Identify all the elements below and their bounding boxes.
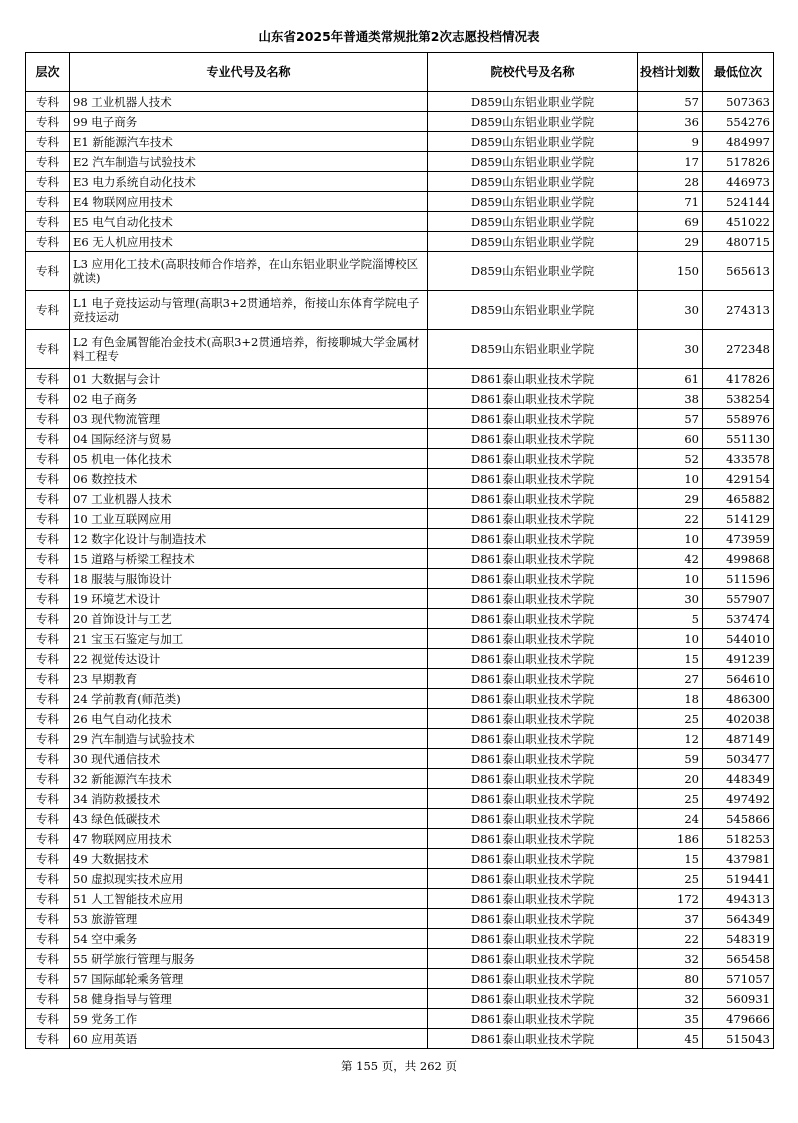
cell-major: 06 数控技术 <box>70 469 428 489</box>
table-row <box>26 629 774 649</box>
cell-school: D861泰山职业技术学院 <box>428 809 638 829</box>
header-major: 专业代号及名称 <box>70 53 428 92</box>
cell-min-rank: 446973 <box>703 172 774 192</box>
cell-level: 专科 <box>26 409 70 429</box>
cell-major: 03 现代物流管理 <box>70 409 428 429</box>
cell-school: D861泰山职业技术学院 <box>428 689 638 709</box>
header-min-rank: 最低位次 <box>703 53 774 92</box>
cell-major: 19 环境艺术设计 <box>70 589 428 609</box>
table-row <box>26 869 774 889</box>
cell-plan: 25 <box>638 869 703 889</box>
cell-major: 04 国际经济与贸易 <box>70 429 428 449</box>
cell-plan: 25 <box>638 709 703 729</box>
cell-level: 专科 <box>26 549 70 569</box>
cell-min-rank: 507363 <box>703 92 774 112</box>
table-row <box>26 709 774 729</box>
cell-min-rank: 486300 <box>703 689 774 709</box>
table-row <box>26 889 774 909</box>
cell-level: 专科 <box>26 112 70 132</box>
cell-min-rank: 564610 <box>703 669 774 689</box>
cell-plan: 80 <box>638 969 703 989</box>
cell-plan: 5 <box>638 609 703 629</box>
cell-min-rank: 479666 <box>703 1009 774 1029</box>
cell-level: 专科 <box>26 629 70 649</box>
cell-min-rank: 448349 <box>703 769 774 789</box>
table-row <box>26 669 774 689</box>
cell-min-rank: 548319 <box>703 929 774 949</box>
table-row <box>26 489 774 509</box>
cell-level: 专科 <box>26 569 70 589</box>
cell-level: 专科 <box>26 809 70 829</box>
cell-level: 专科 <box>26 330 70 369</box>
cell-level: 专科 <box>26 609 70 629</box>
cell-major: 55 研学旅行管理与服务 <box>70 949 428 969</box>
cell-school: D861泰山职业技术学院 <box>428 549 638 569</box>
cell-major: E5 电气自动化技术 <box>70 212 428 232</box>
table-row <box>26 330 774 369</box>
cell-school: D859山东铝业职业学院 <box>428 152 638 172</box>
cell-min-rank: 511596 <box>703 569 774 589</box>
cell-plan: 18 <box>638 689 703 709</box>
cell-major: E4 物联网应用技术 <box>70 192 428 212</box>
page-title: 山东省2025年普通类常规批第2次志愿投档情况表 <box>258 29 540 44</box>
cell-school: D859山东铝业职业学院 <box>428 212 638 232</box>
cell-min-rank: 433578 <box>703 449 774 469</box>
cell-plan: 24 <box>638 809 703 829</box>
cell-school: D861泰山职业技术学院 <box>428 889 638 909</box>
table-row <box>26 509 774 529</box>
cell-min-rank: 519441 <box>703 869 774 889</box>
table-row <box>26 569 774 589</box>
cell-plan: 30 <box>638 330 703 369</box>
table-row <box>26 212 774 232</box>
cell-level: 专科 <box>26 909 70 929</box>
cell-major: 07 工业机器人技术 <box>70 489 428 509</box>
cell-school: D861泰山职业技术学院 <box>428 1029 638 1049</box>
cell-min-rank: 538254 <box>703 389 774 409</box>
cell-level: 专科 <box>26 849 70 869</box>
cell-level: 专科 <box>26 172 70 192</box>
cell-plan: 30 <box>638 291 703 330</box>
cell-plan: 10 <box>638 529 703 549</box>
cell-school: D861泰山职业技术学院 <box>428 789 638 809</box>
cell-school: D861泰山职业技术学院 <box>428 709 638 729</box>
cell-school: D861泰山职业技术学院 <box>428 869 638 889</box>
cell-plan: 25 <box>638 789 703 809</box>
cell-min-rank: 274313 <box>703 291 774 330</box>
table-row <box>26 112 774 132</box>
cell-plan: 52 <box>638 449 703 469</box>
cell-level: 专科 <box>26 291 70 330</box>
cell-school: D861泰山职业技术学院 <box>428 509 638 529</box>
cell-major: 24 学前教育(师范类) <box>70 689 428 709</box>
cell-school: D859山东铝业职业学院 <box>428 192 638 212</box>
cell-school: D859山东铝业职业学院 <box>428 132 638 152</box>
cell-min-rank: 557907 <box>703 589 774 609</box>
cell-min-rank: 517826 <box>703 152 774 172</box>
cell-major: E2 汽车制造与试验技术 <box>70 152 428 172</box>
admission-table <box>25 52 774 1049</box>
cell-school: D861泰山职业技术学院 <box>428 909 638 929</box>
cell-major: 10 工业互联网应用 <box>70 509 428 529</box>
cell-plan: 38 <box>638 389 703 409</box>
cell-school: D861泰山职业技术学院 <box>428 929 638 949</box>
cell-plan: 10 <box>638 569 703 589</box>
cell-plan: 30 <box>638 589 703 609</box>
cell-school: D861泰山职业技术学院 <box>428 989 638 1009</box>
table-row <box>26 192 774 212</box>
table-header-row <box>26 53 774 92</box>
cell-plan: 59 <box>638 749 703 769</box>
cell-level: 专科 <box>26 152 70 172</box>
cell-plan: 57 <box>638 409 703 429</box>
cell-plan: 69 <box>638 212 703 232</box>
table-row <box>26 369 774 389</box>
cell-major: L1 电子竞技运动与管理(高职3+2贯通培养，衔接山东体育学院电子竞技运动 <box>70 291 428 330</box>
cell-plan: 71 <box>638 192 703 212</box>
table-row <box>26 589 774 609</box>
cell-school: D859山东铝业职业学院 <box>428 252 638 291</box>
cell-school: D861泰山职业技术学院 <box>428 449 638 469</box>
table-row <box>26 829 774 849</box>
cell-min-rank: 545866 <box>703 809 774 829</box>
cell-level: 专科 <box>26 929 70 949</box>
cell-major: 54 空中乘务 <box>70 929 428 949</box>
cell-level: 专科 <box>26 92 70 112</box>
table-row <box>26 769 774 789</box>
cell-school: D861泰山职业技术学院 <box>428 729 638 749</box>
table-row <box>26 609 774 629</box>
cell-min-rank: 402038 <box>703 709 774 729</box>
table-row <box>26 649 774 669</box>
cell-level: 专科 <box>26 1009 70 1029</box>
table-row <box>26 549 774 569</box>
cell-plan: 150 <box>638 252 703 291</box>
cell-level: 专科 <box>26 192 70 212</box>
cell-plan: 35 <box>638 1009 703 1029</box>
header-level: 层次 <box>26 53 70 92</box>
cell-school: D861泰山职业技术学院 <box>428 649 638 669</box>
cell-plan: 36 <box>638 112 703 132</box>
table-row <box>26 92 774 112</box>
table-row <box>26 252 774 291</box>
cell-min-rank: 537474 <box>703 609 774 629</box>
cell-school: D861泰山职业技术学院 <box>428 949 638 969</box>
cell-school: D861泰山职业技术学院 <box>428 969 638 989</box>
cell-plan: 9 <box>638 132 703 152</box>
cell-level: 专科 <box>26 869 70 889</box>
table-row <box>26 929 774 949</box>
cell-plan: 10 <box>638 629 703 649</box>
cell-level: 专科 <box>26 469 70 489</box>
table-row <box>26 409 774 429</box>
cell-plan: 172 <box>638 889 703 909</box>
cell-plan: 32 <box>638 989 703 1009</box>
table-row <box>26 389 774 409</box>
cell-plan: 37 <box>638 909 703 929</box>
cell-school: D861泰山职业技术学院 <box>428 469 638 489</box>
cell-major: 30 现代通信技术 <box>70 749 428 769</box>
cell-plan: 15 <box>638 849 703 869</box>
cell-level: 专科 <box>26 829 70 849</box>
table-row <box>26 849 774 869</box>
cell-major: E6 无人机应用技术 <box>70 232 428 252</box>
cell-level: 专科 <box>26 1029 70 1049</box>
table-row <box>26 689 774 709</box>
cell-level: 专科 <box>26 232 70 252</box>
cell-min-rank: 499868 <box>703 549 774 569</box>
cell-min-rank: 429154 <box>703 469 774 489</box>
cell-school: D861泰山职业技术学院 <box>428 849 638 869</box>
cell-level: 专科 <box>26 132 70 152</box>
table-row <box>26 789 774 809</box>
cell-school: D859山东铝业职业学院 <box>428 92 638 112</box>
cell-plan: 186 <box>638 829 703 849</box>
table-row <box>26 909 774 929</box>
cell-major: L3 应用化工技术(高职技师合作培养，在山东铝业职业学院淄博校区就读) <box>70 252 428 291</box>
cell-school: D861泰山职业技术学院 <box>428 389 638 409</box>
table-row <box>26 429 774 449</box>
cell-school: D861泰山职业技术学院 <box>428 609 638 629</box>
cell-min-rank: 544010 <box>703 629 774 649</box>
cell-major: 21 宝玉石鉴定与加工 <box>70 629 428 649</box>
cell-level: 专科 <box>26 449 70 469</box>
cell-min-rank: 564349 <box>703 909 774 929</box>
cell-plan: 27 <box>638 669 703 689</box>
cell-plan: 22 <box>638 509 703 529</box>
table-row <box>26 469 774 489</box>
cell-min-rank: 417826 <box>703 369 774 389</box>
cell-major: 51 人工智能技术应用 <box>70 889 428 909</box>
cell-level: 专科 <box>26 669 70 689</box>
cell-plan: 29 <box>638 232 703 252</box>
cell-major: 53 旅游管理 <box>70 909 428 929</box>
cell-plan: 22 <box>638 929 703 949</box>
cell-school: D859山东铝业职业学院 <box>428 330 638 369</box>
cell-plan: 60 <box>638 429 703 449</box>
cell-level: 专科 <box>26 369 70 389</box>
cell-major: 02 电子商务 <box>70 389 428 409</box>
cell-level: 专科 <box>26 509 70 529</box>
cell-school: D861泰山职业技术学院 <box>428 489 638 509</box>
cell-school: D861泰山职业技术学院 <box>428 749 638 769</box>
cell-major: 29 汽车制造与试验技术 <box>70 729 428 749</box>
cell-level: 专科 <box>26 589 70 609</box>
header-plan: 投档计划数 <box>638 53 703 92</box>
table-row <box>26 232 774 252</box>
cell-level: 专科 <box>26 489 70 509</box>
cell-level: 专科 <box>26 529 70 549</box>
cell-major: 32 新能源汽车技术 <box>70 769 428 789</box>
header-school: 院校代号及名称 <box>428 53 638 92</box>
cell-level: 专科 <box>26 949 70 969</box>
cell-major: 12 数字化设计与制造技术 <box>70 529 428 549</box>
cell-plan: 20 <box>638 769 703 789</box>
cell-major: 98 工业机器人技术 <box>70 92 428 112</box>
cell-min-rank: 515043 <box>703 1029 774 1049</box>
cell-school: D861泰山职业技术学院 <box>428 769 638 789</box>
cell-min-rank: 514129 <box>703 509 774 529</box>
cell-school: D861泰山职业技术学院 <box>428 589 638 609</box>
table-row <box>26 1009 774 1029</box>
cell-plan: 57 <box>638 92 703 112</box>
cell-min-rank: 554276 <box>703 112 774 132</box>
cell-level: 专科 <box>26 729 70 749</box>
table-row <box>26 449 774 469</box>
cell-school: D861泰山职业技术学院 <box>428 569 638 589</box>
cell-level: 专科 <box>26 749 70 769</box>
cell-school: D861泰山职业技术学院 <box>428 1009 638 1029</box>
cell-level: 专科 <box>26 969 70 989</box>
cell-school: D861泰山职业技术学院 <box>428 669 638 689</box>
cell-min-rank: 473959 <box>703 529 774 549</box>
table-row <box>26 729 774 749</box>
table-row <box>26 749 774 769</box>
cell-min-rank: 524144 <box>703 192 774 212</box>
cell-school: D861泰山职业技术学院 <box>428 429 638 449</box>
table-row <box>26 529 774 549</box>
cell-plan: 29 <box>638 489 703 509</box>
cell-min-rank: 565458 <box>703 949 774 969</box>
cell-min-rank: 272348 <box>703 330 774 369</box>
cell-major: 05 机电一体化技术 <box>70 449 428 469</box>
table-row <box>26 949 774 969</box>
cell-plan: 28 <box>638 172 703 192</box>
table-row <box>26 989 774 1009</box>
cell-major: 34 消防救援技术 <box>70 789 428 809</box>
cell-level: 专科 <box>26 252 70 291</box>
cell-min-rank: 487149 <box>703 729 774 749</box>
cell-min-rank: 491239 <box>703 649 774 669</box>
cell-major: 58 健身指导与管理 <box>70 989 428 1009</box>
cell-plan: 12 <box>638 729 703 749</box>
cell-min-rank: 571057 <box>703 969 774 989</box>
table-row <box>26 172 774 192</box>
cell-major: 59 党务工作 <box>70 1009 428 1029</box>
cell-level: 专科 <box>26 389 70 409</box>
cell-major: 99 电子商务 <box>70 112 428 132</box>
cell-major: 60 应用英语 <box>70 1029 428 1049</box>
cell-school: D859山东铝业职业学院 <box>428 172 638 192</box>
cell-min-rank: 437981 <box>703 849 774 869</box>
cell-major: 15 道路与桥梁工程技术 <box>70 549 428 569</box>
cell-min-rank: 558976 <box>703 409 774 429</box>
cell-school: D861泰山职业技术学院 <box>428 529 638 549</box>
cell-min-rank: 560931 <box>703 989 774 1009</box>
cell-min-rank: 484997 <box>703 132 774 152</box>
cell-level: 专科 <box>26 789 70 809</box>
cell-major: E1 新能源汽车技术 <box>70 132 428 152</box>
cell-major: 22 视觉传达设计 <box>70 649 428 669</box>
cell-level: 专科 <box>26 709 70 729</box>
cell-level: 专科 <box>26 889 70 909</box>
cell-school: D861泰山职业技术学院 <box>428 409 638 429</box>
table-row <box>26 132 774 152</box>
cell-min-rank: 494313 <box>703 889 774 909</box>
cell-level: 专科 <box>26 429 70 449</box>
page-footer: 第 155 页，共 262 页 <box>340 1059 458 1073</box>
cell-major: 26 电气自动化技术 <box>70 709 428 729</box>
cell-major: 47 物联网应用技术 <box>70 829 428 849</box>
cell-min-rank: 518253 <box>703 829 774 849</box>
cell-plan: 61 <box>638 369 703 389</box>
cell-level: 专科 <box>26 689 70 709</box>
table-row <box>26 809 774 829</box>
cell-level: 专科 <box>26 769 70 789</box>
cell-plan: 10 <box>638 469 703 489</box>
cell-major: 23 早期教育 <box>70 669 428 689</box>
table-row <box>26 152 774 172</box>
cell-level: 专科 <box>26 649 70 669</box>
table-row <box>26 291 774 330</box>
cell-school: D859山东铝业职业学院 <box>428 232 638 252</box>
cell-major: 20 首饰设计与工艺 <box>70 609 428 629</box>
cell-major: 43 绿色低碳技术 <box>70 809 428 829</box>
cell-plan: 45 <box>638 1029 703 1049</box>
cell-min-rank: 465882 <box>703 489 774 509</box>
cell-min-rank: 497492 <box>703 789 774 809</box>
cell-major: L2 有色金属智能冶金技术(高职3+2贯通培养，衔接聊城大学金属材料工程专 <box>70 330 428 369</box>
cell-plan: 17 <box>638 152 703 172</box>
cell-major: 50 虚拟现实技术应用 <box>70 869 428 889</box>
cell-major: E3 电力系统自动化技术 <box>70 172 428 192</box>
table-row <box>26 969 774 989</box>
cell-min-rank: 503477 <box>703 749 774 769</box>
cell-level: 专科 <box>26 212 70 232</box>
cell-major: 49 大数据技术 <box>70 849 428 869</box>
cell-min-rank: 551130 <box>703 429 774 449</box>
cell-min-rank: 480715 <box>703 232 774 252</box>
cell-school: D861泰山职业技术学院 <box>428 629 638 649</box>
cell-min-rank: 451022 <box>703 212 774 232</box>
cell-major: 18 服装与服饰设计 <box>70 569 428 589</box>
cell-plan: 15 <box>638 649 703 669</box>
cell-school: D859山东铝业职业学院 <box>428 112 638 132</box>
cell-school: D861泰山职业技术学院 <box>428 369 638 389</box>
cell-min-rank: 565613 <box>703 252 774 291</box>
cell-school: D859山东铝业职业学院 <box>428 291 638 330</box>
cell-major: 01 大数据与会计 <box>70 369 428 389</box>
cell-school: D861泰山职业技术学院 <box>428 829 638 849</box>
table-row <box>26 1029 774 1049</box>
cell-plan: 32 <box>638 949 703 969</box>
cell-major: 57 国际邮轮乘务管理 <box>70 969 428 989</box>
cell-plan: 42 <box>638 549 703 569</box>
cell-level: 专科 <box>26 989 70 1009</box>
